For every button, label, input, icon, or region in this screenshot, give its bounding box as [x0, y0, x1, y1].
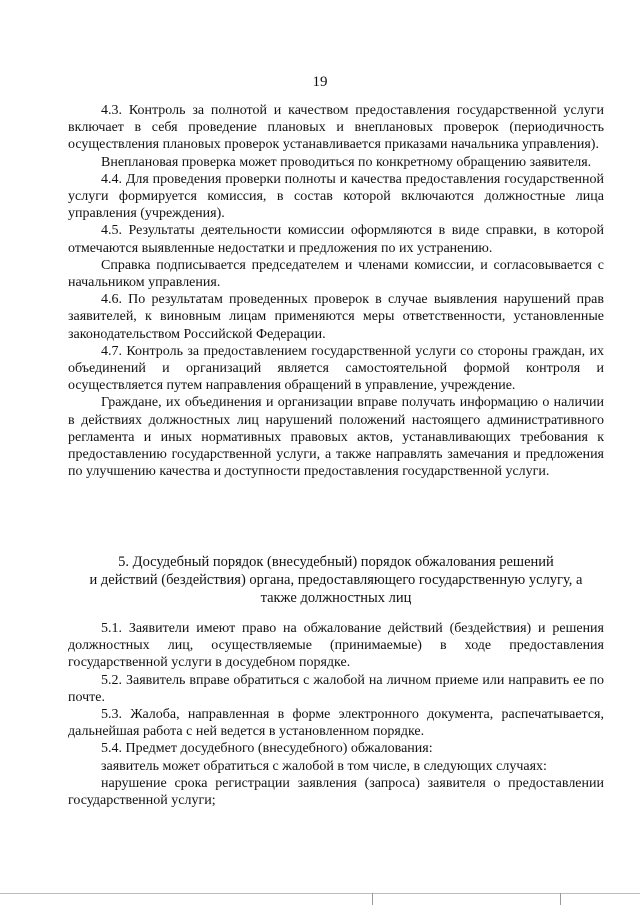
scan-mark: [372, 893, 373, 905]
section-4-body: [68, 102, 604, 480]
paragraph-5-2: 5.2. Заявитель вправе обратиться с жалобой на личном приеме или направить ее по почте.: [68, 672, 604, 705]
paragraph-4-4: 4.4. Для проведения проверки полноты и качества предоставления государственной услуги формируется комиссия, в состав которой включаются должностные лица управления (учреждения).: [68, 171, 604, 222]
section-5-heading-line-1: 5. Досудебный порядок (внесудебный) порядок обжалования решений: [118, 554, 554, 570]
paragraph-5-4: 5.4. Предмет досудебного (внесудебного) обжалования:: [101, 741, 433, 757]
page-number: 19: [312, 74, 328, 90]
section-5-body: [68, 620, 604, 809]
paragraph-5-4-cases: заявитель может обратиться с жалобой в том числе, в следующих случаях:: [101, 758, 547, 774]
paragraph-4-5-certificate: Справка подписывается председателем и членами комиссии, и согласовывается с начальником управления.: [68, 257, 604, 291]
paragraph-5-1: 5.1. Заявители имеют право на обжалование действий (бездействия) и решения должностных лиц, осуществляемые (принимаемые) в ходе предоставления государственной услуги в досудебном порядке.: [68, 621, 604, 671]
paragraph-5-3: 5.3. Жалоба, направленная в форме электронного документа, распечатывается, дальнейшая работа с ней ведется в установленном порядке.: [68, 707, 604, 740]
paragraph-5-4-registration: нарушение срока регистрации заявления (запроса) заявителя о предоставлении государственной услуги;: [68, 775, 604, 809]
paragraph-4-3-unscheduled: Внеплановая проверка может проводиться по конкретному обращению заявителя.: [101, 154, 592, 170]
paragraph-4-5: 4.5. Результаты деятельности комиссии оформляются в виде справки, в которой отмечаются выявленные недостатки и предложения по их устранению.: [68, 223, 604, 256]
section-5-heading-line-3: также должностных лиц: [260, 590, 412, 606]
scan-mark: [560, 893, 561, 905]
paragraph-4-7: 4.7. Контроль за предоставлением государственной услуги со стороны граждан, их объединений и организаций является самостоятельной формой контроля и осуществляется путем направления обращений в управление, учреждение.: [68, 343, 604, 394]
section-5-heading: [68, 553, 604, 607]
paragraph-4-6: 4.6. По результатам проведенных проверок в случае выявления нарушений прав заявителей, к виновным лицам применяются меры ответственности, установленные законодательством Российской Федерации.: [68, 292, 604, 342]
paragraph-4-3: 4.3. Контроль за полнотой и качеством предоставления государственной услуги включает в себя проведение плановых и внеплановых проверок (периодичность осуществления плановых проверок устанавливается приказами начальника управления).: [68, 103, 604, 153]
paragraph-4-7-citizens: Граждане, их объединения и организации вправе получать информацию о наличии в действиях должностных лиц нарушений положений настоящего административного регламента и иных нормативных правовых актов, устанавливающих требования к предоставлению государственной услуги, а также направлять замечания и предложения по улучшению качества и доступности предоставления государственной услуги.: [68, 395, 604, 480]
section-5-heading-line-2: и действий (бездействия) органа, предоставляющего государственную услугу, а: [89, 572, 583, 588]
scan-bottom-edge: [0, 893, 640, 894]
